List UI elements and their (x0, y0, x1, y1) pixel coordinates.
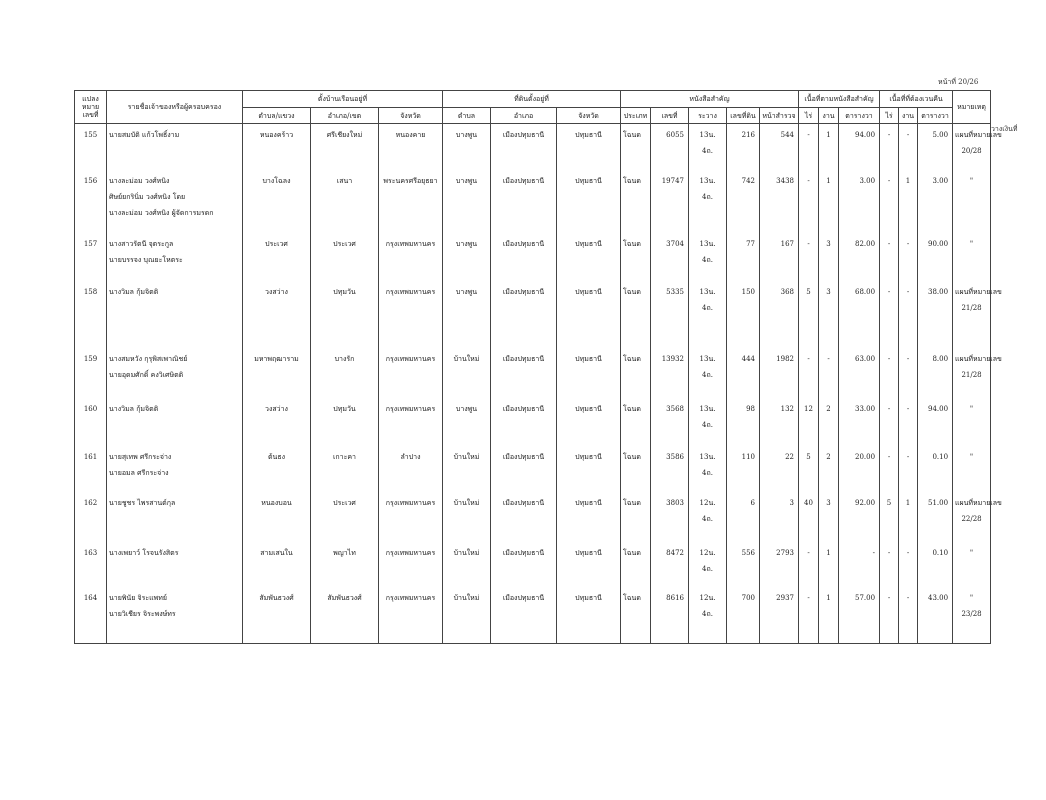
cell-owner-line: นายวิเชียร จิระพงษ์ทร (109, 609, 176, 618)
cell-area-deed-ngan: 1 (819, 170, 839, 233)
cell-deed-land-no: 742 (727, 170, 760, 233)
cell-owner-line: นายอมล ศรีกระจ่าง (109, 468, 169, 477)
cell-addr-province: หนองคาย (379, 124, 443, 170)
cell-remarks-line: 21/28 (961, 303, 982, 312)
cell-deed-sheet (689, 348, 727, 398)
cell-area-deed-rai: - (799, 587, 819, 644)
cell-area-exp-wa: 90.00 (918, 233, 953, 281)
table-row (75, 124, 991, 170)
cell-area-deed-wa: 68.00 (839, 281, 880, 348)
cell-owner-line: นายบรรจง บุณยะโหตระ (109, 255, 183, 264)
cell-loc-subdistrict: บางพูน (443, 233, 491, 281)
cell-remarks-line: " (969, 176, 974, 185)
cell-deed-no: 5335 (651, 281, 689, 348)
cell-plot-no: 155 (75, 124, 107, 170)
cell-deed-type: โฉนด (621, 348, 651, 398)
cell-owner (107, 281, 243, 348)
cell-area-exp-ngan: - (899, 233, 918, 281)
cell-loc-subdistrict: บ้านใหม่ (443, 446, 491, 492)
cell-loc-subdistrict: บ้านใหม่ (443, 542, 491, 587)
cell-deed-sheet-line: 13น. (699, 239, 716, 248)
cell-area-deed-wa: 33.00 (839, 398, 880, 446)
header-deed-sheet: ระวาง (689, 108, 727, 124)
table-row (75, 348, 991, 398)
cell-deed-type: โฉนด (621, 542, 651, 587)
header-deed-land-no: เลขที่ดิน (727, 108, 760, 124)
cell-area-deed-rai: - (799, 124, 819, 170)
header-area-exp-group: เนื้อที่ที่ต้องเวนคืน (880, 91, 953, 108)
cell-owner (107, 398, 243, 446)
cell-deed-land-no: 150 (727, 281, 760, 348)
cell-area-exp-rai: - (880, 170, 899, 233)
cell-deed-sheet (689, 124, 727, 170)
cell-addr-province: กรุงเทพมหานคร (379, 233, 443, 281)
cell-owner-line: นายสุเทพ ศรีกระจ่าง (109, 452, 172, 461)
cell-deed-survey: 3 (760, 492, 799, 542)
cell-owner-line: ศิษย์ยกรินิ่ม วงศ์หนิง โดย (109, 192, 186, 201)
cell-deed-type: โฉนด (621, 587, 651, 644)
cell-plot-no: 162 (75, 492, 107, 542)
cell-loc-district: เมืองปทุมธานี (491, 348, 557, 398)
cell-owner-line: นางละม่อม วงศ์หนิง (109, 176, 170, 185)
header-deed-survey: หน้าสำรวจ (760, 108, 799, 124)
cell-remarks (953, 446, 991, 492)
cell-addr-subdistrict: สัมพันธวงศ์ (243, 587, 311, 644)
header-area-exp-rai: ไร่ (880, 108, 899, 124)
cell-area-deed-wa: - (839, 542, 880, 587)
cell-deed-sheet-line: 4ถ. (702, 564, 713, 573)
cell-owner (107, 492, 243, 542)
cell-area-exp-ngan: - (899, 587, 918, 644)
cell-addr-district: เกาะคา (311, 446, 379, 492)
cell-addr-subdistrict: บางโฉลง (243, 170, 311, 233)
cell-addr-district: พญาไท (311, 542, 379, 587)
cell-remarks (953, 587, 991, 644)
cell-addr-province: กรุงเทพมหานคร (379, 398, 443, 446)
cell-deed-survey: 1982 (760, 348, 799, 398)
cell-addr-subdistrict: หนองคร้าว (243, 124, 311, 170)
cell-loc-province: ปทุมธานี (557, 446, 621, 492)
cell-area-exp-rai: - (880, 281, 899, 348)
cell-remarks-line: 23/28 (961, 609, 982, 618)
cell-deed-no: 19747 (651, 170, 689, 233)
cell-owner-line: นางเพยาว์ โรจนรังสิตร (109, 548, 179, 557)
cell-addr-province: กรุงเทพมหานคร (379, 492, 443, 542)
cell-area-exp-ngan: 1 (899, 492, 918, 542)
cell-deed-land-no: 556 (727, 542, 760, 587)
side-note: วางเงินที่ (991, 125, 1018, 133)
cell-deed-no: 3704 (651, 233, 689, 281)
cell-loc-province: ปทุมธานี (557, 398, 621, 446)
table-row (75, 170, 991, 233)
cell-addr-province: กรุงเทพมหานคร (379, 542, 443, 587)
cell-deed-sheet (689, 587, 727, 644)
cell-deed-sheet-line: 4ถ. (702, 468, 713, 477)
cell-plot-no: 158 (75, 281, 107, 348)
cell-deed-land-no: 216 (727, 124, 760, 170)
cell-deed-type: โฉนด (621, 492, 651, 542)
cell-area-exp-ngan: - (899, 542, 918, 587)
cell-plot-no: 161 (75, 446, 107, 492)
cell-plot-no: 160 (75, 398, 107, 446)
cell-loc-district: เมืองปทุมธานี (491, 492, 557, 542)
cell-area-deed-rai: 5 (799, 281, 819, 348)
cell-area-deed-wa: 20.00 (839, 446, 880, 492)
cell-deed-type: โฉนด (621, 281, 651, 348)
header-deed-group: หนังสือสำคัญ (621, 91, 799, 108)
table-row (75, 233, 991, 281)
cell-deed-sheet-line: 4ถ. (702, 609, 713, 618)
cell-addr-province: พระนครศรีอยุธยา (379, 170, 443, 233)
cell-owner-line: นางวิมล กุ้มจิตติ (109, 287, 159, 296)
cell-addr-district: ปทุมวัน (311, 398, 379, 446)
cell-area-exp-rai: - (880, 446, 899, 492)
header-addr-district: อำเภอ/เขต (311, 108, 379, 124)
cell-area-exp-wa: 51.00 (918, 492, 953, 542)
cell-loc-province: ปทุมธานี (557, 492, 621, 542)
cell-addr-subdistrict: ต้นธง (243, 446, 311, 492)
cell-loc-province: ปทุมธานี (557, 348, 621, 398)
header-owner: รายชื่อเจ้าของหรือผู้ครอบครอง (107, 91, 243, 124)
land-expropriation-table (74, 90, 1002, 644)
header-location-group: ที่ดินตั้งอยู่ที่ (443, 91, 621, 108)
cell-deed-no: 3586 (651, 446, 689, 492)
cell-area-deed-rai: - (799, 542, 819, 587)
cell-loc-district: เมืองปทุมธานี (491, 170, 557, 233)
cell-deed-sheet-line: 13น. (699, 131, 716, 139)
header-area-exp-ngan: งาน (899, 108, 918, 124)
cell-addr-district: ประเวศ (311, 233, 379, 281)
cell-remarks (953, 542, 991, 587)
header-deed-type: ประเภท (621, 108, 651, 124)
cell-deed-sheet-line: 4ถ. (702, 514, 713, 523)
cell-deed-land-no: 110 (727, 446, 760, 492)
header-addr-subdistrict: ตำบล/แขวง (243, 108, 311, 124)
header-loc-subdistrict: ตำบล (443, 108, 491, 124)
cell-area-deed-rai: - (799, 170, 819, 233)
cell-owner (107, 233, 243, 281)
cell-deed-sheet-line: 4ถ. (702, 370, 713, 379)
cell-addr-district: ประเวศ (311, 492, 379, 542)
cell-loc-subdistrict: บ้านใหม่ (443, 348, 491, 398)
cell-deed-sheet (689, 542, 727, 587)
cell-addr-district: สัมพันธวงศ์ (311, 587, 379, 644)
cell-deed-no: 6055 (651, 124, 689, 170)
cell-owner-line: นางละม่อม วงศ์หนิง ผู้จัดการมรดก (109, 208, 214, 217)
cell-area-deed-ngan: 3 (819, 233, 839, 281)
cell-area-exp-rai: - (880, 587, 899, 644)
cell-plot-no: 157 (75, 233, 107, 281)
cell-addr-subdistrict: หนองบอน (243, 492, 311, 542)
cell-deed-survey: 22 (760, 446, 799, 492)
cell-loc-district: เมืองปทุมธานี (491, 587, 557, 644)
cell-area-deed-wa: 3.00 (839, 170, 880, 233)
cell-remarks-line: " (969, 404, 974, 413)
cell-deed-no: 8616 (651, 587, 689, 644)
cell-remarks (953, 281, 1002, 348)
cell-owner-line: นายอุดมศักดิ์ คงวิเศษิตติ (109, 370, 184, 379)
page-number: หน้าที่ 20/26 (938, 78, 979, 86)
cell-owner-line: นายพินัย จิระแพทย์ (109, 593, 168, 602)
cell-area-exp-wa: 38.00 (918, 281, 953, 348)
cell-loc-district: เมืองปทุมธานี (491, 398, 557, 446)
cell-area-deed-ngan: 1 (819, 124, 839, 170)
cell-area-deed-ngan: - (819, 348, 839, 398)
cell-deed-sheet-line: 4ถ. (702, 147, 713, 155)
cell-addr-district: ศรีเชียงใหม่ (311, 124, 379, 170)
cell-owner-line: นายชูชร ไพรสานต์กุล (109, 498, 176, 507)
cell-deed-land-no: 444 (727, 348, 760, 398)
cell-deed-type: โฉนด (621, 170, 651, 233)
cell-loc-subdistrict: บางพูน (443, 170, 491, 233)
cell-deed-sheet (689, 398, 727, 446)
cell-deed-sheet-line: 4ถ. (702, 303, 713, 312)
cell-deed-no: 8472 (651, 542, 689, 587)
cell-area-deed-ngan: 2 (819, 446, 839, 492)
cell-deed-sheet-line: 13น. (699, 404, 716, 413)
cell-deed-sheet-line: 13น. (699, 452, 716, 461)
table-row (75, 281, 991, 348)
header-plot-no: แปลง หมาย เลขที่ (75, 91, 107, 124)
cell-remarks-line: " (969, 593, 974, 602)
cell-remarks (953, 233, 991, 281)
cell-addr-subdistrict: วงสว่าง (243, 398, 311, 446)
header-deed-no: เลขที่ (651, 108, 689, 124)
cell-area-deed-wa: 94.00 (839, 124, 880, 170)
cell-loc-district: เมืองปทุมธานี (491, 233, 557, 281)
table-row (75, 492, 991, 542)
header-area-exp-wa: ตารางวา (918, 108, 953, 124)
cell-area-deed-rai: 12 (799, 398, 819, 446)
header-area-deed-group: เนื้อที่ตามหนังสือสำคัญ (799, 91, 880, 108)
cell-area-deed-wa: 57.00 (839, 587, 880, 644)
cell-deed-survey: 368 (760, 281, 799, 348)
cell-deed-sheet-line: 13น. (699, 176, 716, 185)
cell-area-exp-wa: 0.10 (918, 446, 953, 492)
cell-deed-sheet-line: 13น. (699, 287, 716, 296)
cell-deed-sheet (689, 170, 727, 233)
cell-owner-line: นางวิมล กุ้มจิตติ (109, 404, 159, 413)
cell-owner (107, 170, 243, 233)
cell-area-deed-rai: - (799, 233, 819, 281)
cell-addr-district: เสนา (311, 170, 379, 233)
cell-deed-no: 3568 (651, 398, 689, 446)
cell-addr-province: ลำปาง (379, 446, 443, 492)
cell-area-exp-wa: 5.00 (918, 124, 953, 170)
cell-deed-sheet-line: 12น. (699, 548, 716, 557)
cell-area-exp-ngan: 1 (899, 170, 918, 233)
cell-loc-district: เมืองปทุมธานี (491, 124, 557, 170)
cell-owner-line: นางสาวรัตนี จุตระกูล (109, 239, 174, 248)
cell-area-exp-ngan: - (899, 446, 918, 492)
cell-area-exp-rai: - (880, 124, 899, 170)
cell-deed-sheet-line: 13น. (699, 354, 716, 363)
header-address-group: ตั้งบ้านเรือนอยู่ที่ (243, 91, 443, 108)
cell-owner (107, 542, 243, 587)
table-row (75, 542, 991, 587)
cell-area-exp-rai: - (880, 348, 899, 398)
cell-deed-no: 13932 (651, 348, 689, 398)
cell-loc-province: ปทุมธานี (557, 587, 621, 644)
cell-deed-sheet-line: 12น. (699, 498, 716, 507)
cell-loc-province: ปทุมธานี (557, 233, 621, 281)
cell-loc-province: ปทุมธานี (557, 281, 621, 348)
cell-area-deed-wa: 92.00 (839, 492, 880, 542)
cell-addr-district: บางรัก (311, 348, 379, 398)
cell-deed-sheet (689, 446, 727, 492)
cell-remarks-line: แผนที่หมายเลข (955, 287, 1002, 296)
cell-owner-line: นางสมหวัง กุรุพิสเพาณิชย์ (109, 354, 188, 363)
cell-deed-land-no: 77 (727, 233, 760, 281)
cell-deed-survey: 132 (760, 398, 799, 446)
cell-deed-land-no: 98 (727, 398, 760, 446)
cell-deed-survey: 3438 (760, 170, 799, 233)
cell-loc-subdistrict: บางพูน (443, 124, 491, 170)
cell-deed-land-no: 700 (727, 587, 760, 644)
cell-area-exp-wa: 43.00 (918, 587, 953, 644)
cell-area-deed-ngan: 3 (819, 492, 839, 542)
cell-area-exp-rai: 5 (880, 492, 899, 542)
cell-area-deed-ngan: 1 (819, 542, 839, 587)
cell-loc-subdistrict: บ้านใหม่ (443, 492, 491, 542)
cell-remarks (953, 170, 991, 233)
cell-remarks (953, 124, 1002, 170)
cell-deed-survey: 2793 (760, 542, 799, 587)
cell-addr-subdistrict: มหาพฤฒาราม (243, 348, 311, 398)
cell-deed-type: โฉนด (621, 446, 651, 492)
cell-deed-sheet-line: 4ถ. (702, 255, 713, 264)
cell-loc-district: เมืองปทุมธานี (491, 542, 557, 587)
cell-deed-type: โฉนด (621, 124, 651, 170)
cell-plot-no: 156 (75, 170, 107, 233)
header-area-deed-wa: ตารางวา (839, 108, 880, 124)
cell-remarks (953, 492, 1002, 542)
cell-area-deed-rai: 40 (799, 492, 819, 542)
cell-deed-no: 3803 (651, 492, 689, 542)
cell-deed-sheet-line: 4ถ. (702, 420, 713, 429)
header-remarks: หมายเหตุ (953, 91, 991, 124)
table-row (75, 446, 991, 492)
cell-deed-survey: 544 (760, 124, 799, 170)
cell-deed-sheet (689, 281, 727, 348)
cell-area-deed-ngan: 2 (819, 398, 839, 446)
cell-deed-sheet-line: 12น. (699, 593, 716, 602)
cell-area-deed-rai: 5 (799, 446, 819, 492)
cell-remarks-line: แผนที่หมายเลข (955, 131, 1002, 139)
cell-remarks-line: แผนที่หมายเลข (955, 498, 1002, 507)
cell-deed-type: โฉนด (621, 398, 651, 446)
cell-deed-land-no: 6 (727, 492, 760, 542)
cell-deed-type: โฉนด (621, 233, 651, 281)
header-loc-province: จังหวัด (557, 108, 621, 124)
cell-remarks (953, 398, 991, 446)
cell-deed-sheet (689, 233, 727, 281)
cell-area-deed-rai: - (799, 348, 819, 398)
cell-addr-subdistrict: วงสว่าง (243, 281, 311, 348)
cell-deed-survey: 2937 (760, 587, 799, 644)
cell-remarks-line: " (969, 452, 974, 461)
cell-addr-subdistrict: สามเสนใน (243, 542, 311, 587)
cell-deed-sheet-line: 4ถ. (702, 192, 713, 201)
cell-owner (107, 124, 243, 170)
cell-owner (107, 446, 243, 492)
cell-deed-survey: 167 (760, 233, 799, 281)
cell-area-deed-wa: 63.00 (839, 348, 880, 398)
cell-owner-line: นายสมบัติ แก้วโพธิ์งาม (109, 131, 180, 139)
cell-area-deed-ngan: 3 (819, 281, 839, 348)
cell-loc-subdistrict: บางพูน (443, 281, 491, 348)
cell-loc-subdistrict: บ้านใหม่ (443, 587, 491, 644)
cell-owner (107, 587, 243, 644)
cell-loc-subdistrict: บางพูน (443, 398, 491, 446)
cell-loc-province: ปทุมธานี (557, 124, 621, 170)
cell-addr-province: กรุงเทพมหานคร (379, 281, 443, 348)
cell-remarks-line: 21/28 (961, 370, 982, 379)
cell-plot-no: 163 (75, 542, 107, 587)
cell-remarks (953, 348, 1002, 398)
table-body (75, 124, 1002, 644)
header-addr-province: จังหวัด (379, 108, 443, 124)
header-area-deed-rai: ไร่ (799, 108, 819, 124)
cell-area-exp-wa: 8.00 (918, 348, 953, 398)
cell-remarks-line: " (969, 548, 974, 557)
cell-loc-district: เมืองปทุมธานี (491, 446, 557, 492)
cell-loc-province: ปทุมธานี (557, 170, 621, 233)
cell-addr-province: กรุงเทพมหานคร (379, 587, 443, 644)
cell-plot-no: 164 (75, 587, 107, 644)
cell-area-exp-wa: 3.00 (918, 170, 953, 233)
table-row (75, 398, 991, 446)
cell-addr-district: ปทุมวัน (311, 281, 379, 348)
cell-area-deed-wa: 82.00 (839, 233, 880, 281)
cell-area-exp-ngan: - (899, 281, 918, 348)
cell-remarks-line: แผนที่หมายเลข (955, 354, 1002, 363)
cell-area-exp-rai: - (880, 542, 899, 587)
cell-addr-subdistrict: ประเวศ (243, 233, 311, 281)
cell-area-exp-ngan: - (899, 124, 918, 170)
cell-remarks-line: " (969, 239, 974, 248)
header-area-deed-ngan: งาน (819, 108, 839, 124)
cell-area-exp-rai: - (880, 398, 899, 446)
cell-owner (107, 348, 243, 398)
cell-remarks-line: 22/28 (961, 514, 982, 523)
cell-loc-province: ปทุมธานี (557, 542, 621, 587)
cell-plot-no: 159 (75, 348, 107, 398)
cell-remarks-line: 20/28 (961, 147, 982, 155)
cell-deed-sheet (689, 492, 727, 542)
cell-area-exp-ngan: - (899, 398, 918, 446)
cell-area-exp-wa: 94.00 (918, 398, 953, 446)
cell-area-exp-wa: 0.10 (918, 542, 953, 587)
cell-area-exp-ngan: - (899, 348, 918, 398)
header-loc-district: อำเภอ (491, 108, 557, 124)
cell-area-exp-rai: - (880, 233, 899, 281)
cell-area-deed-ngan: 1 (819, 587, 839, 644)
cell-addr-province: กรุงเทพมหานคร (379, 348, 443, 398)
table-row (75, 587, 991, 644)
cell-loc-district: เมืองปทุมธานี (491, 281, 557, 348)
